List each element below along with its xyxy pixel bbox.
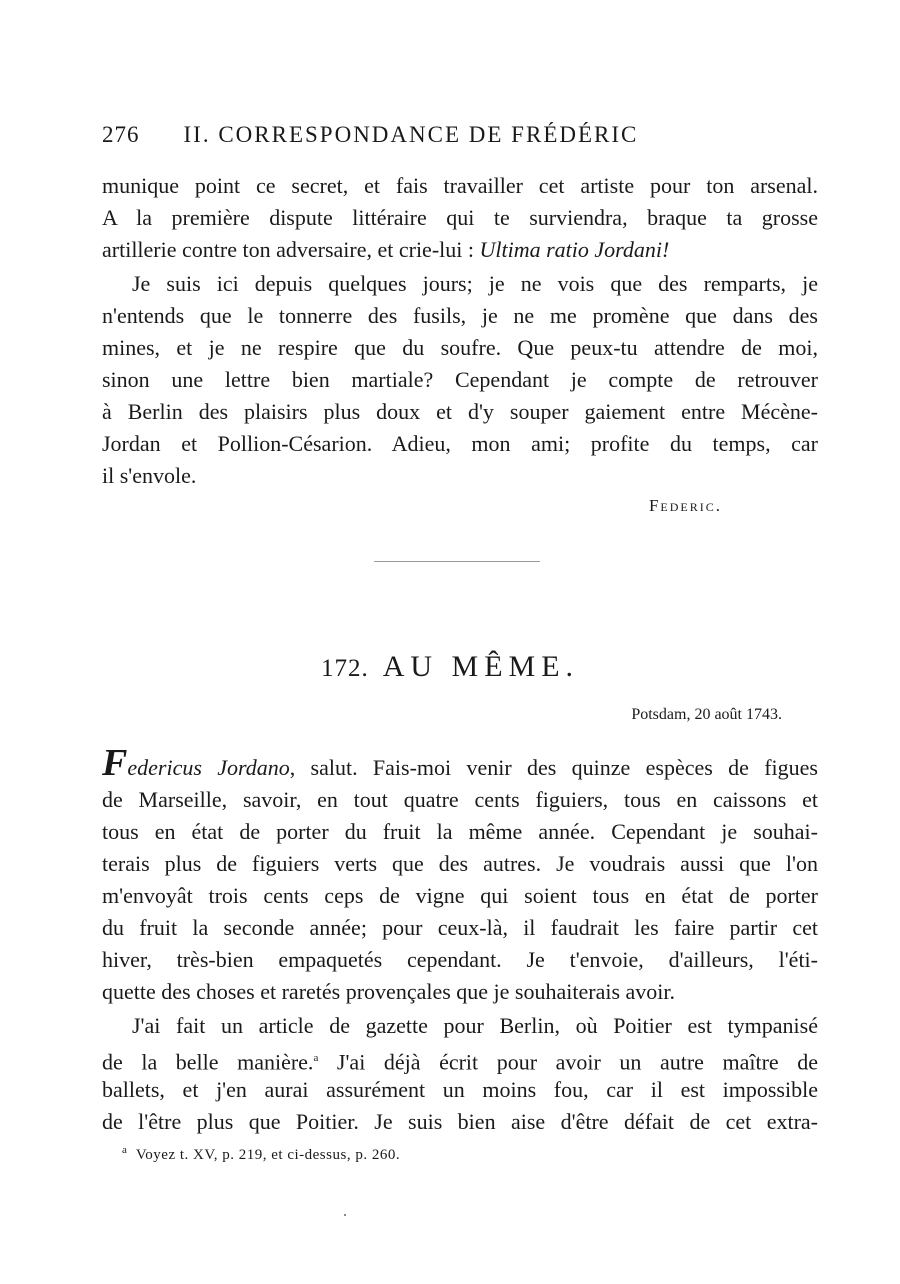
text-line: de Marseille, savoir, en tout quatre cents figuiers, tous en caissons et [102, 787, 818, 812]
footnote [122, 1144, 400, 1164]
letter-heading [0, 650, 900, 684]
text-line: Je suis ici depuis quelques jours; je ne vois que des remparts, je [132, 271, 818, 296]
letter-title: AU MÊME. [382, 650, 580, 683]
text-line: à Berlin des plaisirs plus doux et d'y souper gaiement entre Mécène- [102, 399, 818, 424]
text-segment: , salut. Fais-moi venir des quinze espèces de figues [289, 755, 818, 780]
text-line: A la première dispute littéraire qui te surviendra, braque ta grosse [102, 205, 818, 230]
salutation: edericus Jordano [127, 755, 290, 780]
text-line: hiver, très-bien empaquetés cependant. Je t'envoie, d'ailleurs, l'éti- [102, 947, 818, 972]
text-line: Jordan et Pollion-Césarion. Adieu, mon ami; profite du temps, car [102, 431, 818, 456]
text-line: de l'être plus que Poitier. Je suis bien aise d'être défait de cet extra- [102, 1109, 818, 1134]
text-line: ballets, et j'en aurai assurément un moins fou, car il est impossible [102, 1077, 818, 1102]
text-line: n'entends que le tonnerre des fusils, je ne me promène que dans des [102, 303, 818, 328]
section-divider [374, 561, 540, 562]
text-segment: J'ai déjà écrit pour avoir un autre maître de [336, 1049, 819, 1075]
running-head [102, 122, 822, 148]
text-line: terais plus de figuiers verts que des autres. Je voudrais aussi que l'on [102, 851, 818, 876]
footnote-marker: a [122, 1144, 128, 1156]
text-line: tous en état de porter du fruit la même année. Cependant je souhai- [102, 819, 818, 844]
page-number: 276 [102, 122, 140, 147]
text-line: sinon une lettre bien martiale? Cependant je compte de retrouver [102, 367, 818, 392]
text-segment: artillerie contre ton adversaire, et crie-lui : [102, 237, 474, 262]
signature: Federic. [648, 496, 722, 515]
text-line [102, 742, 818, 784]
latin-phrase: Ultima ratio Jordani! [479, 237, 670, 262]
text-line: quette des choses et raretés provençales que je souhaiterais avoir. [102, 979, 675, 1004]
text-line: munique point ce secret, et fais travailler cet artiste pour ton arsenal. [102, 173, 818, 198]
footnote-text: Voyez t. XV, p. 219, et ci-dessus, p. 260. [135, 1147, 401, 1163]
dateline: Potsdam, 20 août 1743. [631, 706, 782, 723]
letter-number: 172. [320, 655, 369, 682]
text-segment: de la belle manière. [102, 1049, 314, 1075]
text-line: il s'envole. [102, 463, 197, 488]
page-speck [344, 1214, 346, 1216]
text-line: du fruit la seconde année; pour ceux-là, il faudrait les faire partir cet [102, 915, 818, 940]
text-line [102, 234, 818, 266]
running-title: II. CORRESPONDANCE DE FRÉDÉRIC [183, 122, 639, 147]
footnote-ref: a [313, 1052, 319, 1064]
text-line: mines, et je ne respire que du soufre. Que peux-tu attendre de moi, [102, 335, 818, 360]
drop-cap: F [102, 742, 128, 784]
text-line [102, 1042, 818, 1078]
text-line: J'ai fait un article de gazette pour Berlin, où Poitier est tympanisé [132, 1013, 818, 1038]
text-line: m'envoyât trois cents ceps de vigne qui soient tous en état de porter [102, 883, 818, 908]
